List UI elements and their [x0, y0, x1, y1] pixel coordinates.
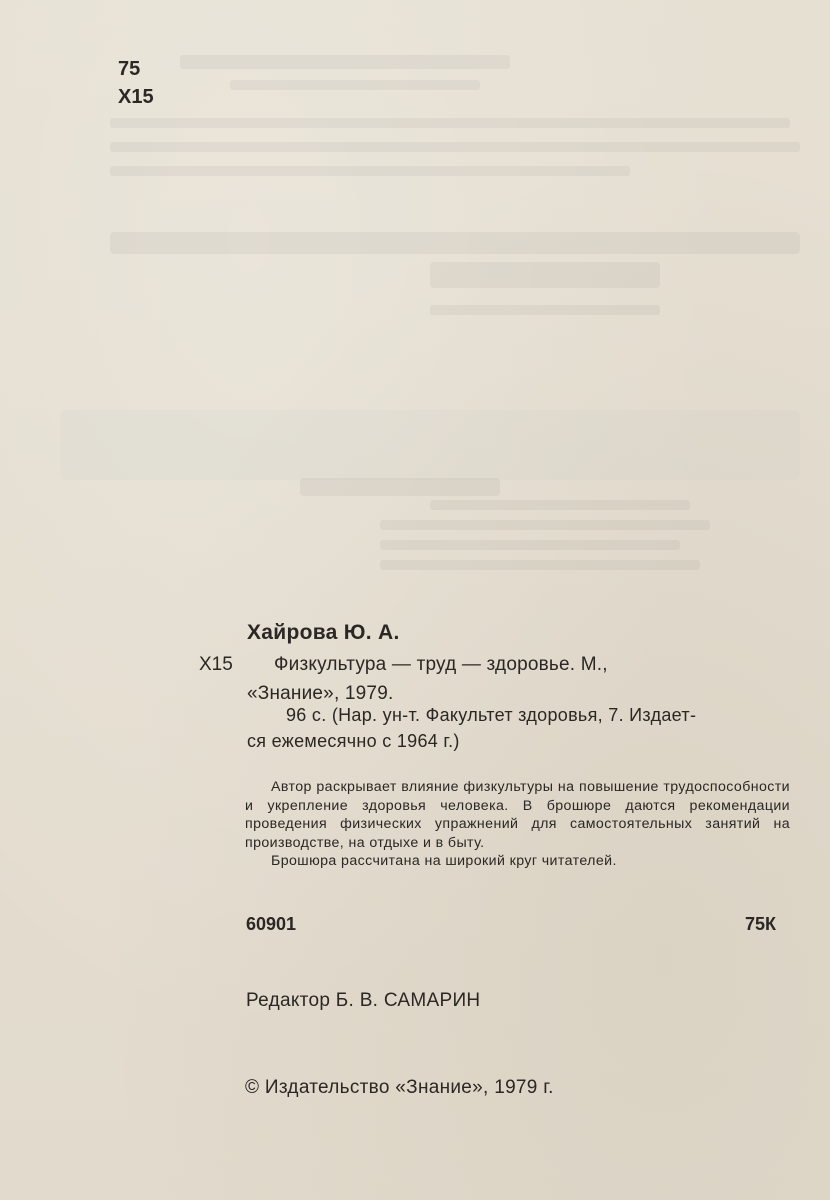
copyright-notice: © Издательство «Знание», 1979 г. — [245, 1077, 554, 1098]
editor-credit: Редактор Б. В. САМАРИН — [246, 990, 481, 1011]
series-line-2: ся ежемесячно с 1964 г.) — [247, 731, 460, 751]
book-title-line-1: Физкультура — труд — здоровье. М., — [274, 654, 608, 675]
abstract-paragraph: Автор раскрывает влияние физкультуры на повышение трудоспособности и укрепление здоровья человека. В брошюре даются рекомендации проведения физических упражнений для самостоятельных занятий на производстве, на отдыхе и в быту. — [245, 779, 790, 851]
order-number: 60901 — [246, 914, 297, 934]
library-code-top: Х15 — [118, 86, 154, 108]
library-code: Х15 — [199, 654, 233, 675]
price-code: 75К — [745, 914, 777, 934]
udc-index: 75 — [118, 58, 141, 80]
author-name: Хайрова Ю. А. — [247, 621, 400, 644]
book-title-line-2: «Знание», 1979. — [247, 683, 394, 704]
abstract-audience: Брошюра рассчитана на широкий круг читателей. — [271, 853, 617, 869]
abstract — [245, 778, 790, 871]
series-line-1: 96 с. (Нар. ун-т. Факультет здоровья, 7. Издает- — [286, 705, 697, 725]
